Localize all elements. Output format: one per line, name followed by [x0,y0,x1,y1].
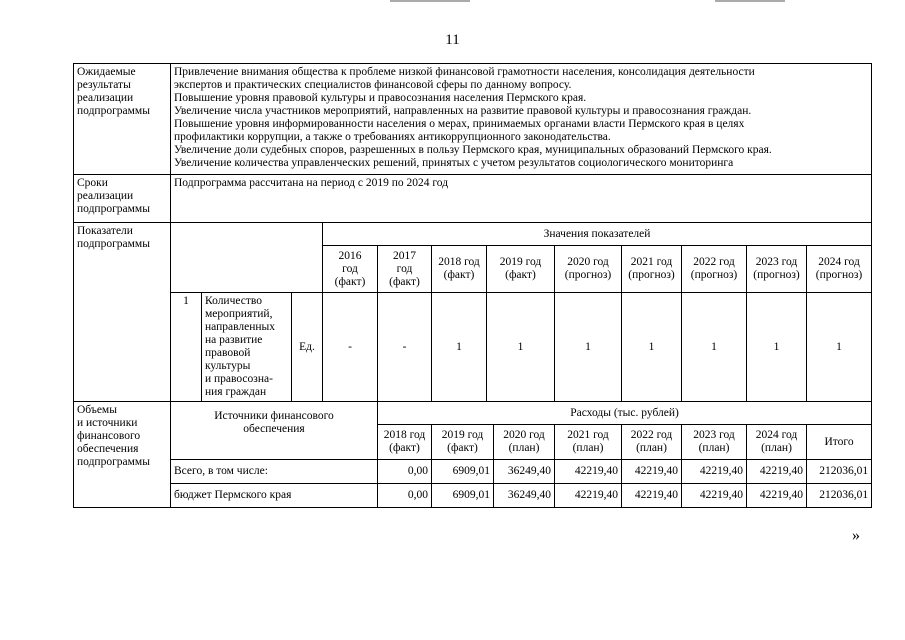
year-header: 2019 год (факт) [487,246,555,293]
indicator-value: 1 [432,293,487,402]
indicator-value: 1 [682,293,747,402]
funding-year-header: 2022 год (план) [622,425,682,460]
subprogram-passport-table [73,63,872,508]
page-number: 11 [445,32,460,48]
funding-year-header: 2021 год (план) [555,425,622,460]
year-header: 2023 год (прогноз) [747,246,807,293]
funding-label: Объемы и источники финансового обеспечения подпрограммы [74,402,171,508]
funding-source: бюджет Пермского края [171,484,378,508]
indicator-value: - [323,293,378,402]
timeline-row [74,175,872,223]
funding-year-header: 2018 год (факт) [378,425,432,460]
indicator-value: 1 [747,293,807,402]
funding-value: 42219,40 [622,460,682,484]
year-header: 2016 год (факт) [323,246,378,293]
indicator-value: 1 [622,293,682,402]
funding-value: 42219,40 [747,460,807,484]
funding-header-row [74,402,872,425]
year-header: 2022 год (прогноз) [682,246,747,293]
funding-value: 212036,01 [807,484,872,508]
funding-expenses-header: Расходы (тыс. рублей) [378,402,872,425]
indicator-value: - [378,293,432,402]
indicator-num: 1 [171,293,202,402]
closing-quote: » [852,527,860,544]
funding-value: 0,00 [378,484,432,508]
funding-year-header: 2023 год (план) [682,425,747,460]
indicators-label: Показатели подпрограммы [74,223,171,402]
top-edge-mark [390,0,470,2]
indicators-blank [171,223,323,293]
year-header: 2021 год (прогноз) [622,246,682,293]
funding-row [74,484,872,508]
funding-source: Всего, в том числе: [171,460,378,484]
funding-value: 42219,40 [682,460,747,484]
expected-results-row [74,64,872,175]
funding-row [74,460,872,484]
funding-value: 42219,40 [747,484,807,508]
expected-results-label: Ожидаемые результаты реализации подпрограммы [74,64,171,175]
funding-total-header: Итого [807,425,872,460]
funding-value: 36249,40 [494,484,555,508]
funding-source-header: Источники финансового обеспечения [171,402,378,460]
indicators-values-header: Значения показателей [323,223,872,246]
funding-value: 212036,01 [807,460,872,484]
timeline-label: Сроки реализации подпрограммы [74,175,171,223]
funding-value: 42219,40 [555,484,622,508]
top-edge-mark [715,0,785,2]
indicator-value: 1 [555,293,622,402]
timeline-text: Подпрограмма рассчитана на период с 2019 по 2024 год [171,175,872,223]
indicator-row [74,293,872,402]
indicator-name: Количество мероприятий, направленных на развитие правовой культуры и правосозна- ния граждан [202,293,292,402]
funding-value: 36249,40 [494,460,555,484]
indicator-value: 1 [807,293,872,402]
funding-value: 42219,40 [622,484,682,508]
indicator-value: 1 [487,293,555,402]
year-header: 2020 год (прогноз) [555,246,622,293]
funding-value: 6909,01 [432,484,494,508]
year-header: 2018 год (факт) [432,246,487,293]
funding-year-header: 2020 год (план) [494,425,555,460]
funding-year-header: 2019 год (факт) [432,425,494,460]
funding-value: 0,00 [378,460,432,484]
funding-value: 42219,40 [682,484,747,508]
funding-value: 42219,40 [555,460,622,484]
funding-year-header: 2024 год (план) [747,425,807,460]
indicators-header-row [74,223,872,246]
year-header: 2024 год (прогноз) [807,246,872,293]
funding-value: 6909,01 [432,460,494,484]
expected-results-text: Привлечение внимания общества к проблеме низкой финансовой грамотности населения, консолидация деятельности экспертов и практических специалистов финансовой сферы по данному вопросу. Повышение уровня правовой культуры и правосознания населения Пермского края. Увеличение числа участников мероприятий, направленных на развитие правовой культуры и правосознания граждан. Повышение уровня информированности населения о мерах, принимаемых органами власти Пермского края в целях профилактики коррупции, а также о требованиях антикоррупционного законодательства. Увеличение доли судебных споров, разрешенных в пользу Пермского края, муниципальных образований Пермского края. Увеличение количества управленческих решений, принятых с учетом результатов социологического мониторинга [171,64,872,175]
indicator-unit: Ед. [292,293,323,402]
year-header: 2017 год (факт) [378,246,432,293]
